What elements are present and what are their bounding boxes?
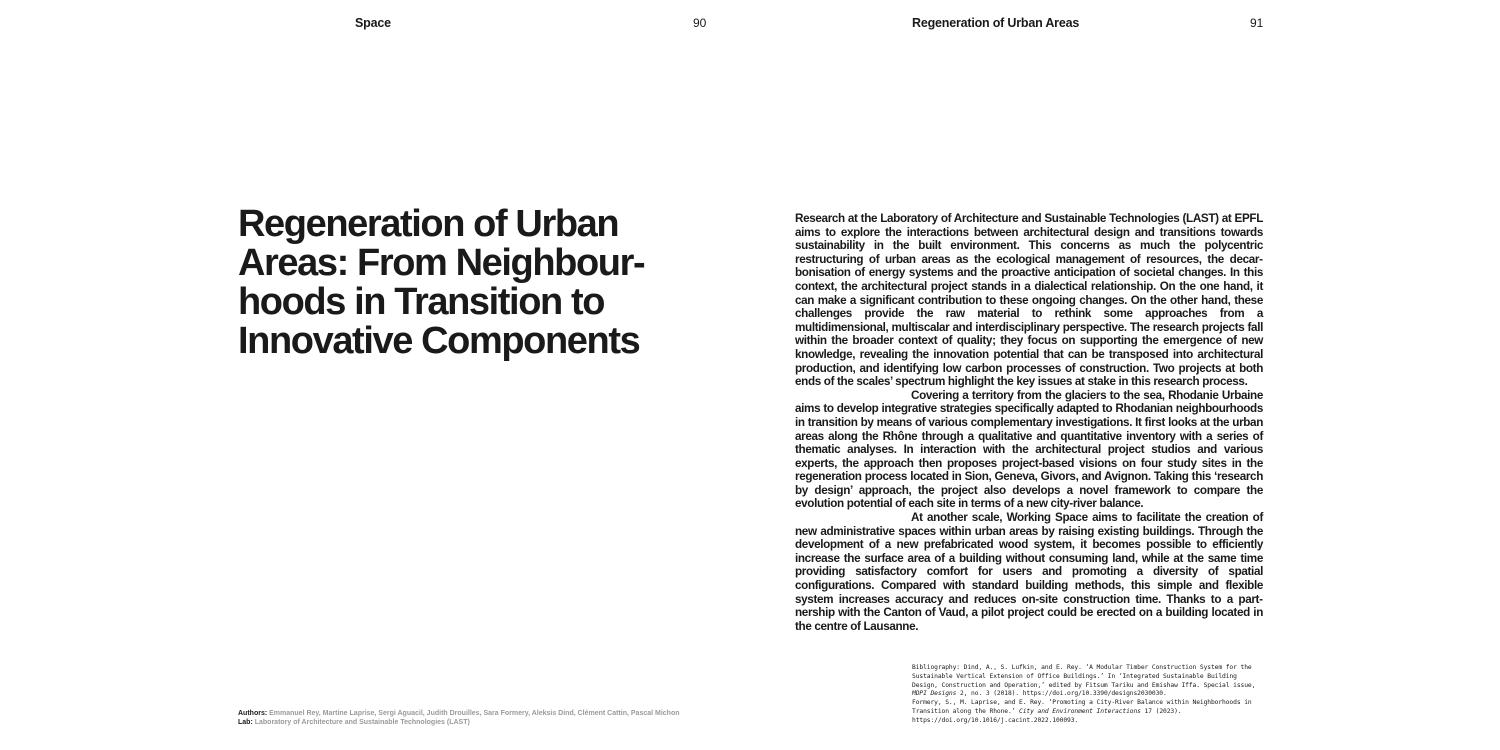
- body-paragraph-3: At another scale, Working Space aims to facilitate the creation of new administrative spaces within urban areas by raising existing buildings. Through the development of a new prefabricated wood system, it becomes possible to efficiently increase the surface area of a building without consuming land, while at the same time providing satisfactory comfort for users and promoting a diversity of spatial configurations. Compared with standard building methods, this simple and flexible system increases accuracy and reduces on-site construction time. Thanks to a partnership with the Canton of Vaud, a pilot project could be erected on a building located in the centre of Lausanne.: [795, 511, 1263, 633]
- lab-label: Lab:: [238, 719, 253, 726]
- running-head-right: Regeneration of Urban Areas: [912, 16, 1080, 30]
- bibliography-entry-2: Formery, S., M. Laprise, and E. Rey. ‘Promoting a City-River Balance within Neighborhoods in Transition along the Rhone.’ City and Environment Interactions 17 (2023). https://doi.org/10.1016/j.cacint.2022.100093.: [912, 699, 1252, 724]
- body-paragraph-2: Covering a territory from the glaciers to the sea, Rhodanie Urbaine aims to develop integrative strategies specifically adapted to Rhodanian neighbourhoods in transition by means of various complementary investigations. It first looks at the urban areas along the Rhône through a qualitative and quantitative inventory with a series of thematic analyses. In interaction with the architectural project studios and various experts, the approach then proposes project-based visions on four study sites in the regeneration process located in Sion, Geneva, Givors, and Avignon. Taking this ‘research by design’ approach, the project also develops a novel framework to compare the evolution potential of each site in terms of a new city-river balance.: [795, 388, 1263, 511]
- authors-line: [238, 709, 738, 718]
- body-text: [795, 212, 1263, 633]
- page-number-right: 91: [1250, 16, 1264, 30]
- bibliography-journal-1: MDPI Designs: [912, 690, 957, 698]
- chapter-title: Regeneration of Urban Areas: From Neighbourhoods in Transition to Innovative Components: [238, 203, 646, 362]
- bibliography-journal-2: City and Environment Interactions: [1019, 707, 1141, 715]
- bibliography-entry-1: Bibliography: Dind, A., S. Lufkin, and E. Rey. ‘A Modular Timber Construction System for the Sustainable Vertical Extension of Office Buildings.’ In ‘Integrated Sustainable Building Design, Construction and Operation,’ edited by Fitsum Tariku and Emishaw Iffa. Special issue, MDPI Designs 2, no. 3 (2018). https://doi.org/10.3390/designs2030030.: [912, 664, 1256, 698]
- bibliography: [912, 664, 1264, 726]
- credits: [238, 709, 738, 727]
- page-number-left: 90: [693, 16, 707, 30]
- authors-list: Emmanuel Rey, Martine Laprise, Sergi Aguacil, Judith Drouilles, Sara Formery, Aleksis Dind, Clément Cattin, Pascal Michon: [269, 710, 680, 717]
- lab-name: Laboratory of Architecture and Sustainable Technologies (LAST): [254, 719, 470, 726]
- body-paragraph-1: Research at the Laboratory of Architecture and Sustainable Technologies (LAST) at EPFL aims to explore the interactions between architectural design and transitions towards sustainability in the built environment. This concerns as much the polycentric restructuring of urban areas as the ecological management of resources, the decarbonisation of energy systems and the proactive anticipation of societal changes. In this context, the architectural project stands in a dialectical relationship. On the one hand, it can make a significant contribution to these ongoing changes. On the other hand, these challenges provide the raw material to rethink some approaches from a multidimensional, multiscalar and interdisciplinary perspective. The research projects fall within the broader context of quality; they focus on supporting the emergence of new knowledge, revealing the innovation potential that can be transposed into architectural production, and identifying low carbon processes of construction. Two projects at both ends of the scales’ spectrum highlight the key issues at stake in this research process.: [795, 212, 1263, 389]
- lab-line: [238, 718, 738, 727]
- running-head-left: Space: [355, 16, 391, 30]
- authors-label: Authors:: [238, 710, 268, 717]
- right-page: [750, 0, 1500, 750]
